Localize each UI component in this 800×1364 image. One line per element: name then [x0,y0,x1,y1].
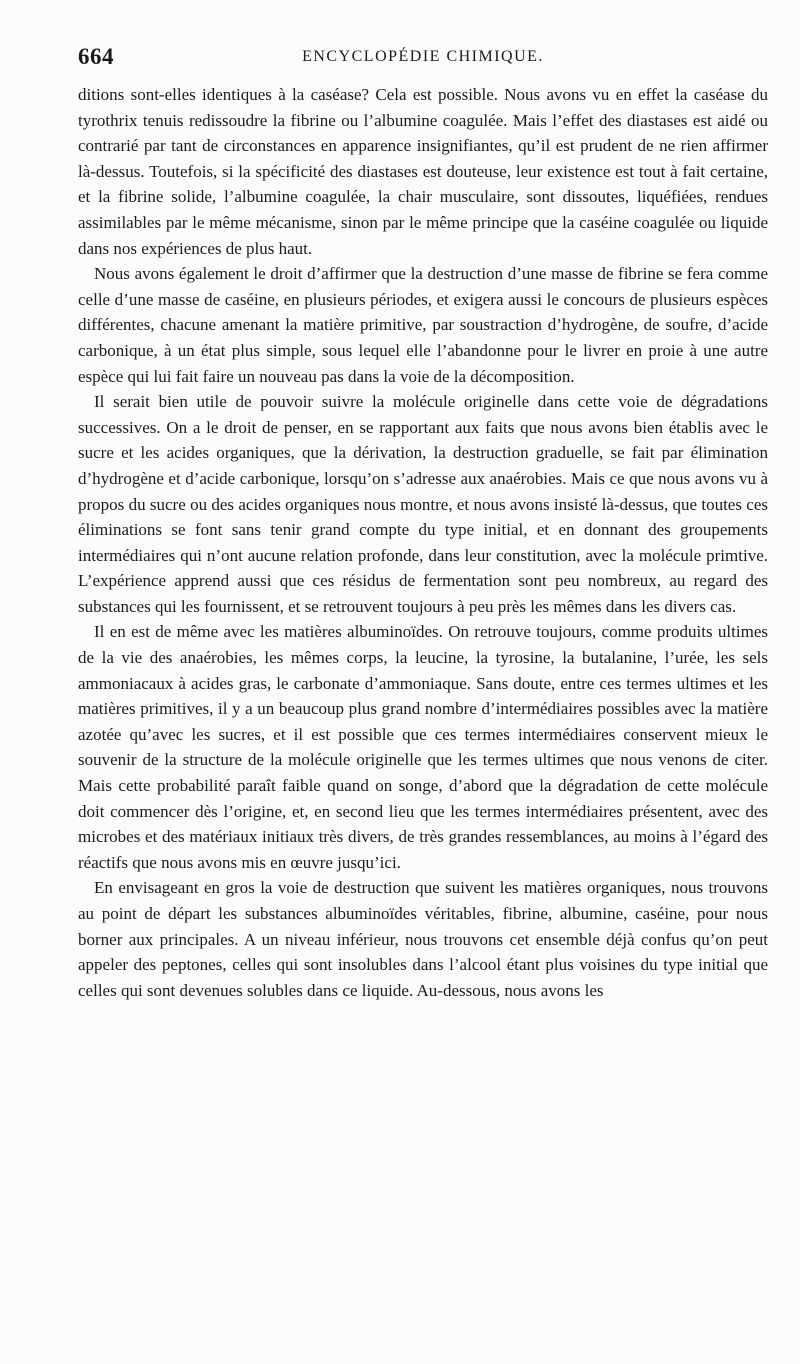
paragraph-2: Nous avons également le droit d’affirmer que la destruction d’une masse de fibrine se fera comme celle d’une masse de caséine, en plusieurs périodes, et exigera aussi le concours de plusieurs espèces différentes, chacune amenant la matière primitive, par soustraction d’hydrogène, de soufre, d’acide carbonique, à un état plus simple, sous lequel elle l’abandonne pour le livrer en proie à une autre espèce qui lui fait faire un nouveau pas dans la voie de la décomposition. [78,264,768,386]
paragraph-1: ditions sont-elles identiques à la caséase? Cela est possible. Nous avons vu en effet la caséase du tyrothrix tenuis redissoudre la fibrine ou l’albumine coagulée. Mais l’effet des diastases est aidé ou contrarié par tant de circonstances en apparence insignifiantes, qu’il est prudent de ne rien affirmer là-dessus. Toutefois, si la spécificité des diastases est douteuse, leur existence est tout à fait certaine, et la fibrine solide, l’albumine coagulée, la chair musculaire, sont dissoutes, liquéfiées, rendues assimilables par le même mécanisme, sinon par le même principe que la caséine coagulée ou liquide dans nos expériences de plus haut. [78,85,768,258]
running-title: ENCYCLOPÉDIE CHIMIQUE. [302,48,544,65]
body-text [78,82,768,1003]
paragraph-5: En envisageant en gros la voie de destruction que suivent les matières organiques, nous trouvons au point de départ les substances albuminoïdes véritables, fibrine, albumine, caséine, pour nous borner aux principales. A un niveau inférieur, nous trouvons cet ensemble déjà confus qu’on peut appeler des peptones, celles qui sont insolubles dans l’alcool étant plus voisines du type initial que celles qui sont devenues solubles dans ce liquide. Au-dessous, nous avons les [78,878,768,1000]
page-header [78,44,768,74]
paragraph-3: Il serait bien utile de pouvoir suivre la molécule originelle dans cette voie de dégradations successives. On a le droit de penser, en se rapportant aux faits que nous avons bien établis avec le sucre et les acides organiques, que la dérivation, la destruction graduelle, se fait par élimination d’hydrogène et d’acide carbonique, lorsqu’on s’adresse aux anaérobies. Mais ce que nous avons vu à propos du sucre ou des acides organiques nous montre, et nous avons insisté là-dessus, que toutes ces éliminations se font sans tenir grand compte du type initial, et en donnant des groupements intermédiaires qui n’ont aucune relation profonde, dans leur constitution, avec la molécule primtive. L’expérience apprend aussi que ces résidus de fermentation sont peu nombreux, au regard des substances qui les fournissent, et se retrouvent toujours à peu près les mêmes dans les divers cas. [78,392,768,616]
page-number: 664 [78,44,114,69]
paragraph-4: Il en est de même avec les matières albuminoïdes. On retrouve toujours, comme produits ultimes de la vie des anaérobies, les mêmes corps, la leucine, la tyrosine, la butalanine, l’urée, les sels ammoniacaux à acides gras, le carbonate d’ammoniaque. Sans doute, entre ces termes ultimes et les matières primitives, il y a un beaucoup plus grand nombre d’intermédiaires possibles avec la matière azotée qu’avec les sucres, et il est possible que ces termes intermédiaires conservent mieux le souvenir de la structure de la molécule originelle que les termes ultimes que nous venons de citer. Mais cette probabilité paraît faible quand on songe, d’abord que la dégradation de cette molécule doit commencer dès l’origine, et, en second lieu que les termes intermédiaires présentent, avec des microbes et des matériaux initiaux très divers, de très grandes ressemblances, au moins à l’égard des réactifs que nous avons mis en œuvre jusqu’ici. [78,622,768,872]
